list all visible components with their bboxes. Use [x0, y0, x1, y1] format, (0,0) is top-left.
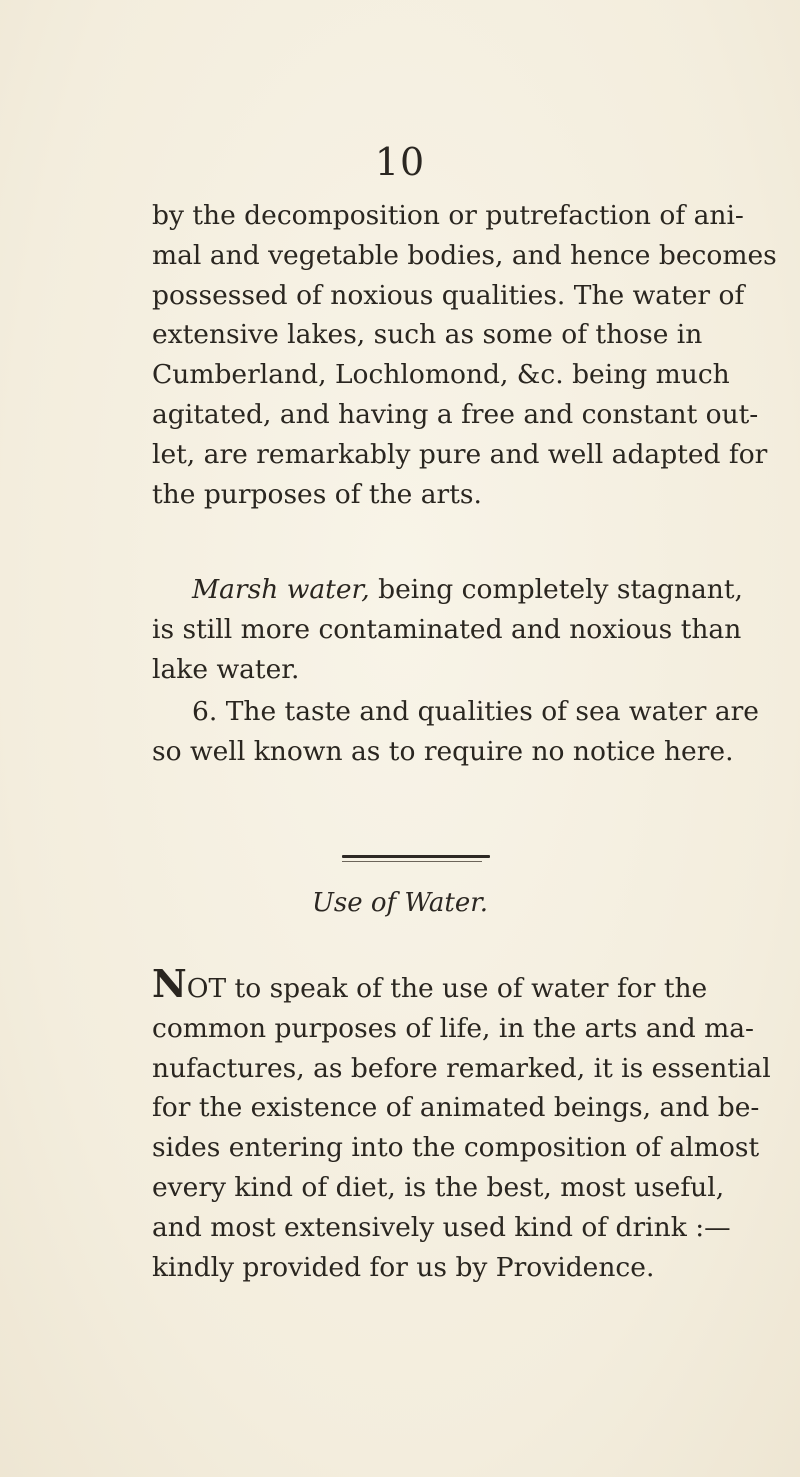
text-line [152, 961, 708, 1009]
text-fragment: OT to speak of the use of water for the [186, 973, 708, 1004]
drop-cap-letter: N [152, 961, 187, 1006]
text-line: so well known as to require no notice here. [152, 735, 734, 767]
text-line: for the existence of animated beings, and be- [152, 1092, 760, 1124]
text-line: and most extensively used kind of drink :— [152, 1211, 731, 1243]
section-divider-rule [342, 855, 490, 858]
paragraph-sea-water [152, 692, 759, 772]
text-line: Cumberland, Lochlomond, &c. being much [152, 359, 730, 391]
paragraph-decomposition [152, 196, 777, 514]
paragraph-marsh-water [152, 570, 743, 689]
text-line: sides entering into the composition of almost [152, 1132, 760, 1164]
text-line [152, 570, 743, 610]
paragraph-use-of-water [152, 961, 771, 1287]
section-heading: Use of Water. [311, 888, 489, 918]
text-line: extensive lakes, such as some of those in [152, 319, 703, 351]
text-line: common purposes of life, in the arts and ma- [152, 1012, 754, 1044]
text-line: is still more contaminated and noxious than [152, 613, 742, 645]
text-line: agitated, and having a free and constant out- [152, 398, 759, 430]
text-line: lake water. [152, 653, 300, 685]
marsh-water-term: Marsh water, [192, 574, 370, 605]
text-line: the purposes of the arts. [152, 478, 482, 510]
text-fragment: being completely stagnant, [369, 574, 743, 605]
text-line: every kind of diet, is the best, most useful, [152, 1171, 725, 1203]
text-line: mal and vegetable bodies, and hence becomes [152, 239, 777, 271]
text-line: by the decomposition or putrefaction of ani- [152, 200, 744, 231]
section-divider-hairline [342, 861, 482, 862]
text-line: possessed of noxious qualities. The water of [152, 279, 745, 311]
text-line: kindly provided for us by Providence. [152, 1251, 655, 1283]
text-line: nufactures, as before remarked, it is essential [152, 1052, 771, 1084]
page-number: 10 [374, 140, 426, 184]
text-line: let, are remarkably pure and well adapted for [152, 438, 768, 470]
text-line: 6. The taste and qualities of sea water are [192, 696, 759, 727]
